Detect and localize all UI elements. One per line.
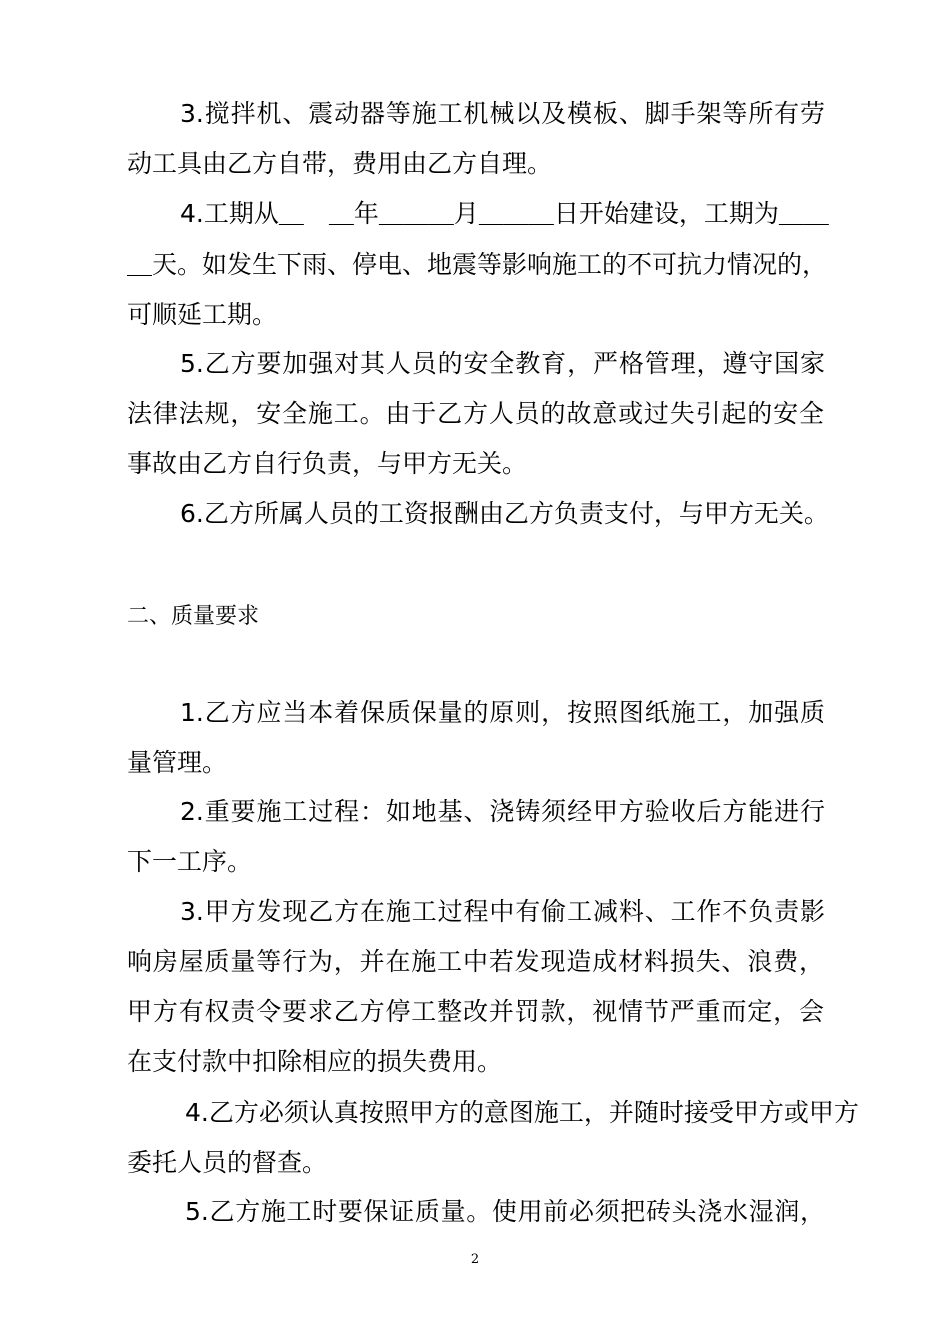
text-line: 事故由乙方自行负责，与甲方无关。 [127, 449, 528, 478]
text-line: 6.乙方所属人员的工资报酬由乙方负责支付，与甲方无关。 [180, 499, 829, 528]
text-line: 4.乙方必须认真按照甲方的意图施工，并随时接受甲方或甲方 [185, 1098, 859, 1127]
text-line: 4.工期从＿ ＿年＿＿＿月＿＿＿日开始建设，工期为＿＿ [180, 199, 829, 228]
page-number: 2 [470, 1252, 480, 1267]
text-line: 5.乙方要加强对其人员的安全教育，严格管理，遵守国家 [180, 349, 825, 378]
text-line: 响房屋质量等行为，并在施工中若发现造成材料损失、浪费， [127, 947, 824, 976]
section-heading: 二、质量要求 [127, 604, 260, 629]
text-line: ＿天。如发生下雨、停电、地震等影响施工的不可抗力情况的， [127, 250, 828, 279]
text-line: 2.重要施工过程：如地基、浇铸须经甲方验收后方能进行 [180, 797, 825, 826]
text-line: 量管理。 [127, 748, 228, 777]
text-line: 可顺延工期。 [127, 300, 278, 329]
text-line: 3.搅拌机、震动器等施工机械以及模板、脚手架等所有劳 [180, 99, 825, 128]
text-line: 法律法规，安全施工。由于乙方人员的故意或过失引起的安全 [127, 399, 824, 428]
text-line: 甲方有权责令要求乙方停工整改并罚款，视情节严重而定，会 [127, 997, 824, 1026]
text-line: 下一工序。 [127, 847, 253, 876]
text-line: 5.乙方施工时要保证质量。使用前必须把砖头浇水湿润， [185, 1197, 825, 1226]
text-line: 委托人员的督查。 [127, 1148, 328, 1177]
text-line: 在支付款中扣除相应的损失费用。 [127, 1047, 503, 1076]
text-line: 3.甲方发现乙方在施工过程中有偷工减料、工作不负责影 [180, 897, 825, 926]
text-line: 动工具由乙方自带，费用由乙方自理。 [127, 149, 553, 178]
text-line: 1.乙方应当本着保质保量的原则，按照图纸施工，加强质 [180, 698, 825, 727]
